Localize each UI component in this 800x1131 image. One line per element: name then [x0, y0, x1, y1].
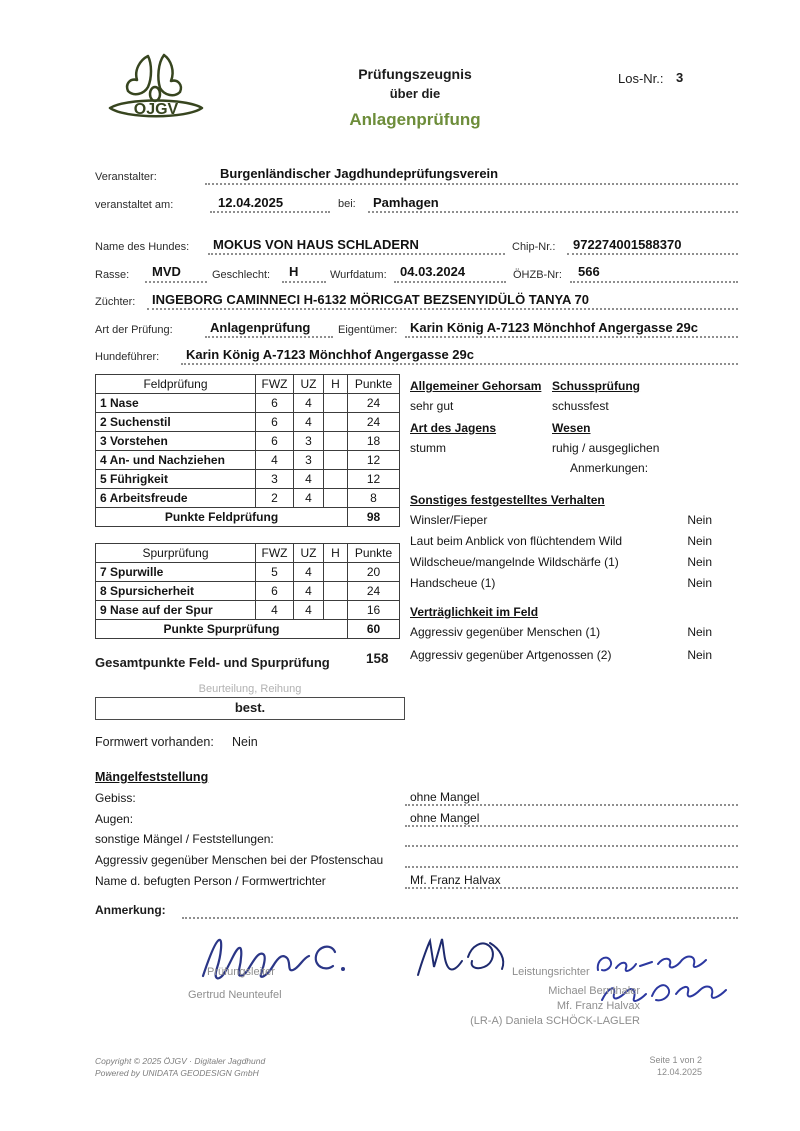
score-cell — [324, 432, 348, 451]
table-total-row — [96, 620, 400, 639]
dotted-line — [205, 183, 738, 185]
table-total-row — [96, 508, 400, 527]
score-cell: 4 — [294, 394, 324, 413]
table-header-row — [96, 375, 400, 394]
dotted-line — [405, 804, 738, 806]
richter-signature-1 — [412, 933, 527, 988]
points-cell: 16 — [348, 601, 400, 620]
total-points-cell: 60 — [348, 620, 400, 639]
zuechter-value: INGEBORG CAMINNECI H-6132 MÖRICGAT BEZSENYIDÜLÖ TANYA 70 — [152, 292, 589, 307]
col-header: Punkte — [348, 544, 400, 563]
score-cell: 6 — [256, 394, 294, 413]
veranstaltet-am-label: veranstaltet am: — [95, 199, 174, 211]
score-cell — [324, 563, 348, 582]
schusspruefung-value: schussfest — [552, 399, 609, 413]
vertraeglichkeit-row-value: Nein — [687, 625, 712, 639]
oehzb-value: 566 — [578, 264, 600, 279]
page-subtitle: über die — [389, 86, 441, 101]
col-header: Feldprüfung — [96, 375, 256, 394]
dotted-line — [394, 281, 506, 283]
oehzb-label: ÖHZB-Nr: — [513, 269, 562, 281]
dotted-line — [405, 825, 738, 827]
dotted-line — [567, 253, 738, 255]
col-header: Spurprüfung — [96, 544, 256, 563]
dotted-line — [570, 281, 738, 283]
criterion-cell: 2 Suchenstil — [96, 413, 256, 432]
feldpruefung-table — [95, 374, 400, 527]
score-cell — [324, 413, 348, 432]
formwert-label: Formwert vorhanden: — [95, 735, 214, 749]
score-cell: 4 — [294, 413, 324, 432]
bei-label: bei: — [338, 198, 356, 210]
anmerkungen-label: Anmerkungen: — [570, 461, 649, 475]
art-des-jagens-value: stumm — [410, 441, 446, 455]
score-cell: 3 — [294, 432, 324, 451]
points-cell: 12 — [348, 470, 400, 489]
score-cell — [324, 582, 348, 601]
sonstige-maengel-label: sonstige Mängel / Feststellungen: — [95, 832, 274, 846]
pruefungsleiter-label: Prüfungsleiter — [207, 966, 275, 978]
gesamtpunkte-value: 158 — [366, 651, 389, 666]
verhalten-row-label: Wildscheue/mangelnde Wildschärfe (1) — [410, 555, 619, 569]
score-cell: 4 — [294, 470, 324, 489]
signature-scribble-icon — [412, 933, 527, 983]
wesen-value: ruhig / ausgeglichen — [552, 441, 660, 455]
gebiss-label: Gebiss: — [95, 791, 136, 805]
verhalten-row-label: Handscheue (1) — [410, 576, 496, 590]
chip-nr-label: Chip-Nr.: — [512, 241, 556, 253]
score-cell: 4 — [256, 451, 294, 470]
art-des-jagens-heading: Art des Jagens — [410, 421, 497, 435]
bei-value: Pamhagen — [373, 195, 439, 210]
points-cell: 24 — [348, 582, 400, 601]
art-der-pruefung-label: Art der Prüfung: — [95, 324, 173, 336]
total-label-cell: Punkte Spurprüfung — [96, 620, 348, 639]
richter-name-3: (LR-A) Daniela SCHÖCK-LAGLER — [470, 1015, 640, 1027]
criterion-cell: 9 Nase auf der Spur — [96, 601, 256, 620]
schusspruefung-heading: Schussprüfung — [552, 379, 641, 393]
criterion-cell: 4 An- und Nachziehen — [96, 451, 256, 470]
gesamtpunkte-label: Gesamtpunkte Feld- und Spurprüfung — [95, 655, 330, 670]
oak-leaves-icon — [100, 50, 212, 142]
zuechter-label: Züchter: — [95, 296, 136, 308]
dotted-line — [205, 336, 333, 338]
col-header: UZ — [294, 544, 324, 563]
befugte-person-value: Mf. Franz Halvax — [410, 873, 501, 887]
beurteilung-box: best. — [95, 697, 405, 720]
eigentuemer-label: Eigentümer: — [338, 324, 398, 336]
score-cell — [324, 451, 348, 470]
verhalten-row-value: Nein — [687, 576, 712, 590]
dotted-line — [182, 917, 738, 919]
points-cell: 8 — [348, 489, 400, 508]
score-cell — [324, 394, 348, 413]
wesen-heading: Wesen — [552, 421, 591, 435]
col-header: FWZ — [256, 375, 294, 394]
rasse-label: Rasse: — [95, 269, 130, 281]
hundename-value: MOKUS VON HAUS SCHLADERN — [213, 237, 419, 252]
col-header: H — [324, 375, 348, 394]
art-der-pruefung-value: Anlagenprüfung — [210, 320, 311, 335]
gebiss-value: ohne Mangel — [410, 790, 480, 804]
los-nr-value: 3 — [676, 70, 684, 85]
pruefungsleiter-signature — [195, 928, 390, 993]
table-row — [96, 470, 400, 489]
copyright-line-1: Copyright © 2025 ÖJGV · Digitaler Jagdhund — [95, 1056, 266, 1066]
befugte-person-label: Name d. befugten Person / Formwertrichter — [95, 874, 326, 888]
score-cell: 4 — [294, 582, 324, 601]
dotted-line — [210, 211, 330, 213]
aggressiv-pfostenschau-label: Aggressiv gegenüber Menschen bei der Pfostenschau — [95, 853, 384, 867]
leistungsrichter-label: Leistungsrichter — [512, 966, 590, 978]
veranstalter-value: Burgenländischer Jagdhundeprüfungsverein — [220, 166, 499, 181]
augen-value: ohne Mangel — [410, 811, 480, 825]
rasse-value: MVD — [152, 264, 181, 279]
criterion-cell: 5 Führigkeit — [96, 470, 256, 489]
page-number: Seite 1 von 2 — [649, 1055, 702, 1065]
vertraeglichkeit-row-label: Aggressiv gegenüber Menschen (1) — [410, 625, 601, 639]
hundefuehrer-label: Hundeführer: — [95, 351, 160, 363]
criterion-cell: 1 Nase — [96, 394, 256, 413]
dotted-line — [405, 336, 738, 338]
augen-label: Augen: — [95, 812, 134, 826]
dotted-line — [405, 845, 738, 847]
dotted-line — [147, 308, 738, 310]
dotted-line — [208, 253, 505, 255]
table-row — [96, 601, 400, 620]
eigentuemer-value: Karin König A-7123 Mönchhof Angergasse 29c — [410, 320, 698, 335]
dotted-line — [282, 281, 326, 283]
col-header: Punkte — [348, 375, 400, 394]
score-cell — [324, 470, 348, 489]
score-cell: 6 — [256, 432, 294, 451]
footer-date: 12.04.2025 — [656, 1067, 702, 1077]
anmerkung-label: Anmerkung: — [95, 903, 166, 917]
score-cell: 3 — [294, 451, 324, 470]
score-cell: 2 — [256, 489, 294, 508]
hundefuehrer-value: Karin König A-7123 Mönchhof Angergasse 29c — [186, 347, 474, 362]
chip-nr-value: 972274001588370 — [573, 237, 682, 252]
verhalten-row-value: Nein — [687, 534, 712, 548]
richter-name-2: Mf. Franz Halvax — [556, 1000, 640, 1012]
table-row — [96, 451, 400, 470]
svg-text:ÖJGV: ÖJGV — [133, 101, 179, 118]
formwert-value: Nein — [232, 735, 258, 749]
score-cell: 4 — [256, 601, 294, 620]
maengel-heading: Mängelfeststellung — [95, 770, 209, 784]
table-header-row — [96, 544, 400, 563]
veranstaltet-am-value: 12.04.2025 — [218, 195, 284, 210]
table-row — [96, 413, 400, 432]
gehorsam-value: sehr gut — [410, 399, 454, 413]
col-header: FWZ — [256, 544, 294, 563]
dotted-line — [368, 211, 738, 213]
wurfdatum-value: 04.03.2024 — [400, 264, 466, 279]
signature-scribble-icon — [195, 928, 390, 988]
points-cell: 12 — [348, 451, 400, 470]
dotted-line — [181, 363, 738, 365]
score-cell: 5 — [256, 563, 294, 582]
verhalten-row-label: Laut beim Anblick von flüchtendem Wild — [410, 534, 623, 548]
spurpruefung-table — [95, 543, 400, 639]
score-cell: 4 — [294, 601, 324, 620]
dotted-line — [405, 866, 738, 868]
beurteilung-label: Beurteilung, Reihung — [198, 683, 302, 695]
veranstalter-label: Veranstalter: — [95, 171, 157, 183]
verhalten-heading: Sonstiges festgestelltes Verhalten — [410, 493, 605, 507]
table-row — [96, 489, 400, 508]
verhalten-row-value: Nein — [687, 513, 712, 527]
col-header: H — [324, 544, 348, 563]
hundename-label: Name des Hundes: — [95, 241, 190, 253]
table-row — [96, 563, 400, 582]
score-cell — [324, 601, 348, 620]
table-row — [96, 582, 400, 601]
verhalten-row-label: Winsler/Fieper — [410, 513, 488, 527]
verhalten-row-value: Nein — [687, 555, 712, 569]
score-cell: 4 — [294, 563, 324, 582]
table-row — [96, 394, 400, 413]
los-nr-label: Los-Nr.: — [618, 71, 664, 86]
score-cell: 3 — [256, 470, 294, 489]
richter-name-1: Michael Bernthaler — [548, 985, 640, 997]
points-cell: 20 — [348, 563, 400, 582]
geschlecht-label: Geschlecht: — [212, 269, 271, 281]
criterion-cell: 8 Spursicherheit — [96, 582, 256, 601]
criterion-cell: 6 Arbeitsfreude — [96, 489, 256, 508]
table-row — [96, 432, 400, 451]
score-cell: 6 — [256, 413, 294, 432]
total-points-cell: 98 — [348, 508, 400, 527]
criterion-cell: 3 Vorstehen — [96, 432, 256, 451]
score-cell — [324, 489, 348, 508]
copyright-line-2: Powered by UNIDATA GEODESIGN GmbH — [95, 1068, 259, 1078]
vertraeglichkeit-heading: Verträglichkeit im Feld — [410, 605, 539, 619]
form-type-title: Anlagenprüfung — [349, 110, 481, 129]
points-cell: 24 — [348, 394, 400, 413]
ojgv-logo — [100, 50, 212, 147]
dotted-line — [405, 887, 738, 889]
vertraeglichkeit-row-value: Nein — [687, 648, 712, 662]
gehorsam-heading: Allgemeiner Gehorsam — [410, 379, 542, 393]
criterion-cell: 7 Spurwille — [96, 563, 256, 582]
wurfdatum-label: Wurfdatum: — [330, 269, 387, 281]
pruefungsleiter-name: Gertrud Neunteufel — [188, 989, 282, 1001]
vertraeglichkeit-row-label: Aggressiv gegenüber Artgenossen (2) — [410, 648, 612, 662]
score-cell: 6 — [256, 582, 294, 601]
score-cell: 4 — [294, 489, 324, 508]
page-title: Prüfungszeugnis — [358, 66, 472, 82]
col-header: UZ — [294, 375, 324, 394]
dotted-line — [145, 281, 207, 283]
points-cell: 24 — [348, 413, 400, 432]
total-label-cell: Punkte Feldprüfung — [96, 508, 348, 527]
geschlecht-value: H — [289, 264, 299, 279]
points-cell: 18 — [348, 432, 400, 451]
